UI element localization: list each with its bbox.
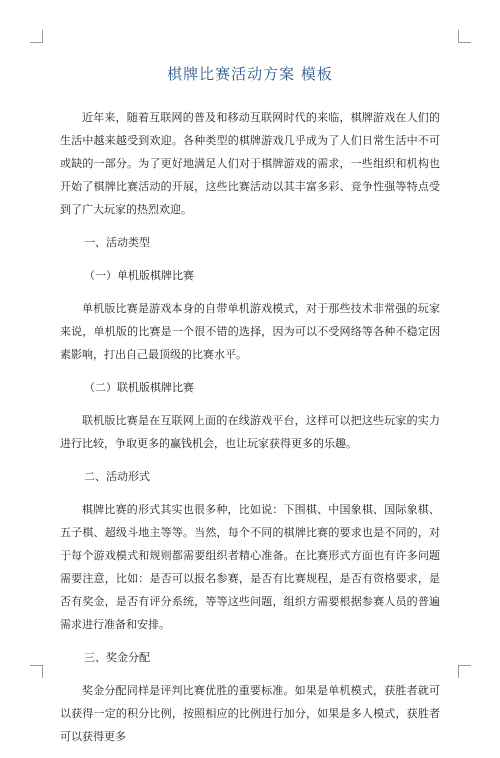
crop-mark-bottom-right <box>458 665 471 678</box>
paragraph-single-player: 单机版比赛是游戏本身的自带单机游戏模式，对于那些技术非常强的玩家来说，单机版的比赛是一个很不错的选择，因为可以不受网络等各种不稳定因素影响，打出自己最顶级的比赛水平。 <box>60 302 440 361</box>
section-heading-activity-format: 二、活动形式 <box>84 470 150 483</box>
paragraph-activity-format: 棋牌比赛的形式其实也很多种，比如说：下围棋、中国象棋、国际象棋、五子棋、超级斗地主等等。当然，每个不同的棋牌比赛的要求也是不同的，对于每个游戏模式和规则都需要组织者精心准备。在比赛形式方面也有许多问题需要注意，比如：是否可以报名参赛，是否有比赛规程，是否有资格要求，是否有奖金，是否有评分系统，等等这些问题，组织方需要根据参赛人员的普遍需求进行准备和安排。 <box>60 503 440 631</box>
subheading-online: （二）联机版棋牌比赛 <box>84 381 194 394</box>
crop-mark-top-right <box>458 30 471 43</box>
crop-mark-top-left <box>30 30 43 43</box>
document-title: 棋牌比赛活动方案 模板 <box>167 65 333 83</box>
subheading-single-player: （一）单机版棋牌比赛 <box>84 269 194 282</box>
section-heading-activity-types: 一、活动类型 <box>84 236 150 249</box>
paragraph-prize-distribution: 奖金分配同样是评判比赛优胜的重要标准。如果是单机模式，获胜者就可以获得一定的积分比例，按照相应的比例进行加分，如果是多人模式，获胜者可以获得更多 <box>60 684 440 743</box>
intro-paragraph: 近年来，随着互联网的普及和移动互联网时代的来临，棋牌游戏在人们的生活中越来越受到欢迎。各种类型的棋牌游戏几乎成为了人们日常生活中不可或缺的一部分。为了更好地满足人们对于棋牌游戏的需求，一些组织和机构也开始了棋牌比赛活动的开展，这些比赛活动以其丰富多彩、竞争性强等特点受到了广大玩家的热烈欢迎。 <box>60 111 440 216</box>
section-heading-prize-distribution: 三、奖金分配 <box>84 651 150 664</box>
document-body <box>60 106 440 758</box>
crop-mark-bottom-left <box>30 665 43 678</box>
paragraph-online: 联机版比赛是在互联网上面的在线游戏平台，这样可以把这些玩家的实力进行比较，争取更多的赢钱机会，也让玩家获得更多的乐趣。 <box>60 414 440 450</box>
